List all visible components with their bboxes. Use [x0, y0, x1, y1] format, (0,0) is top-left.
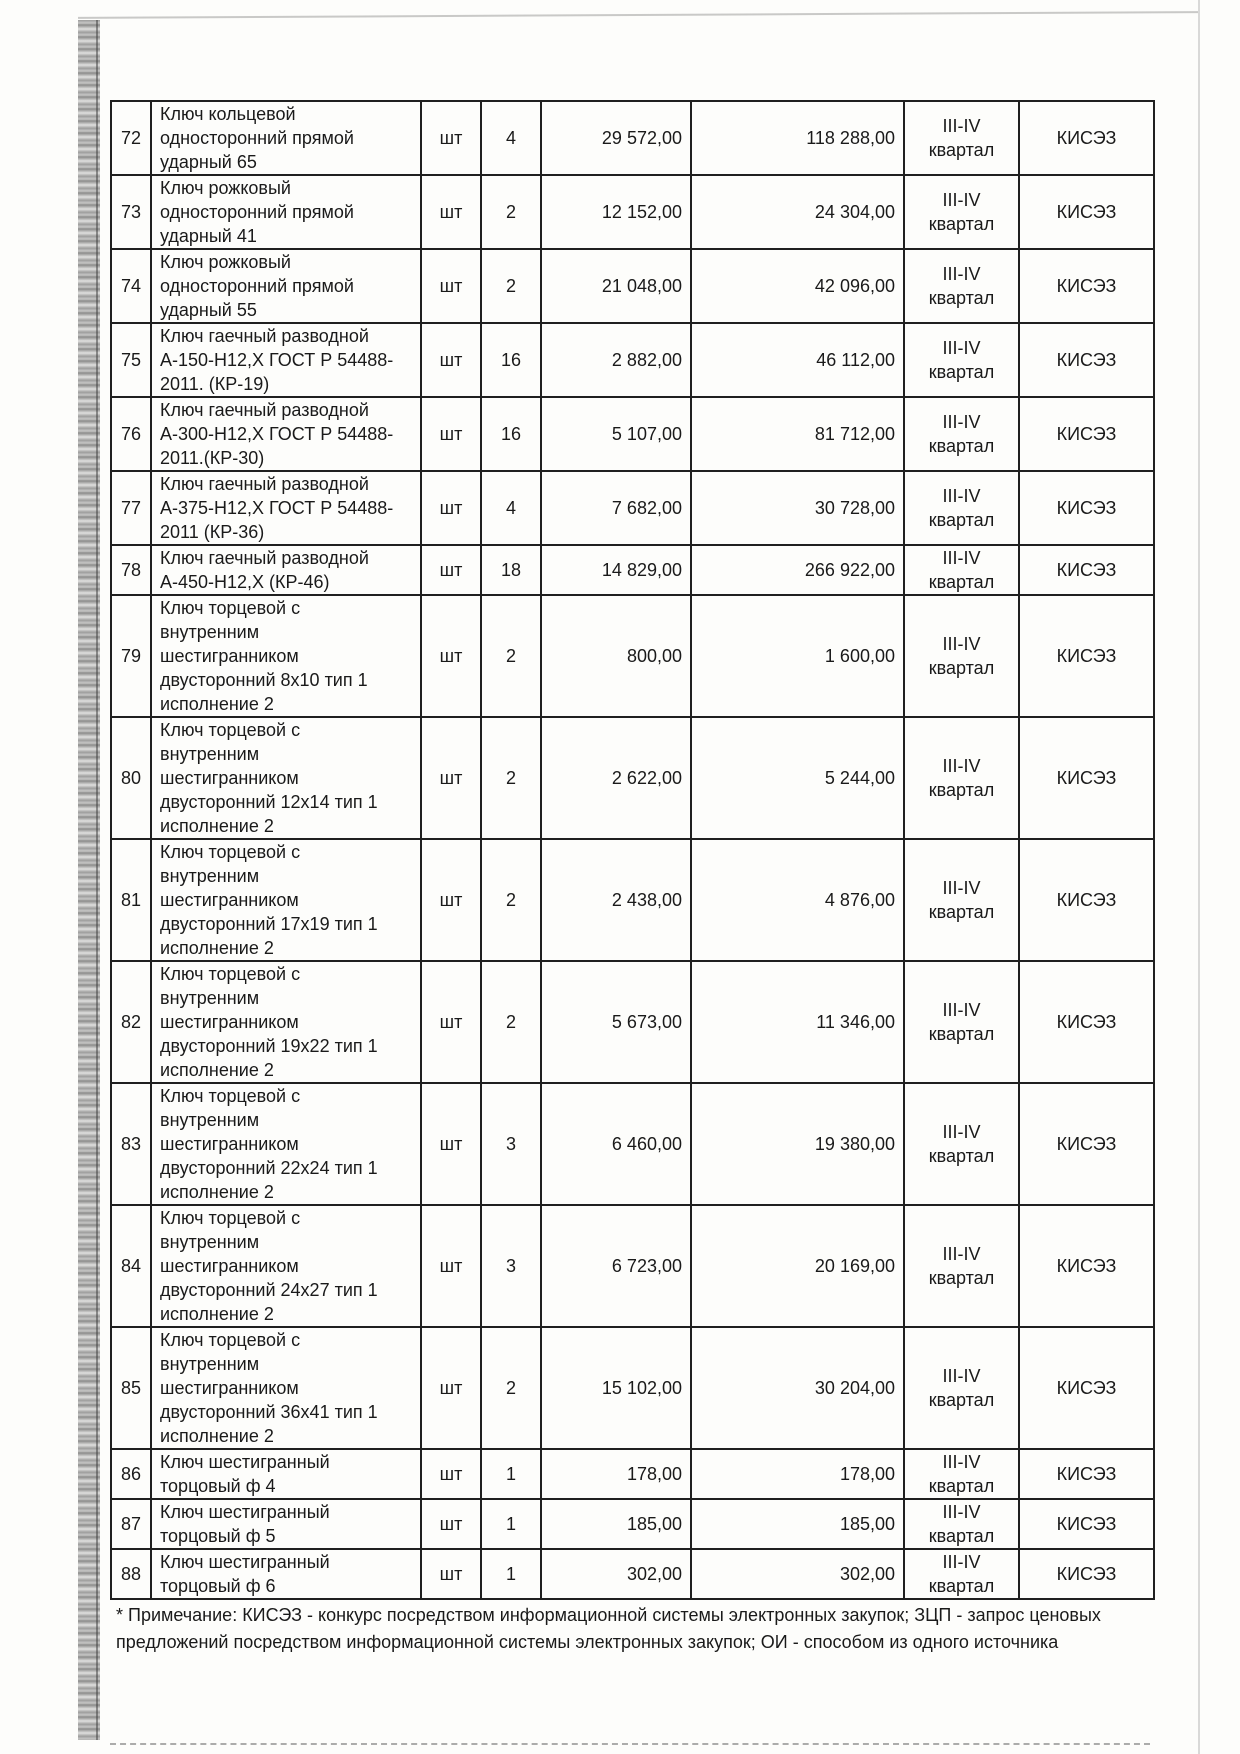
- total-amount: 185,00: [691, 1499, 904, 1549]
- quantity: 16: [481, 323, 541, 397]
- item-name: Ключ шестигранный торцовый ф 4: [151, 1449, 421, 1499]
- unit-price: 6 460,00: [541, 1083, 691, 1205]
- item-name: Ключ гаечный разводной А-300-Н12,Х ГОСТ Р 54488- 2011.(КР-30): [151, 397, 421, 471]
- unit: шт: [421, 545, 481, 595]
- table-row: [111, 717, 1154, 839]
- procurement-method: КИСЭЗ: [1019, 839, 1154, 961]
- item-name: Ключ шестигранный торцовый ф 6: [151, 1549, 421, 1599]
- item-name: Ключ кольцевой односторонний прямой ударный 65: [151, 101, 421, 175]
- unit: шт: [421, 323, 481, 397]
- item-name: Ключ торцевой с внутренним шестигранником двусторонний 12х14 тип 1 исполнение 2: [151, 717, 421, 839]
- table-row: [111, 545, 1154, 595]
- row-number: 78: [111, 545, 151, 595]
- procurement-method: КИСЭЗ: [1019, 1549, 1154, 1599]
- scan-top-edge: [78, 11, 1198, 19]
- delivery-period: III-IV квартал: [904, 397, 1019, 471]
- unit: шт: [421, 249, 481, 323]
- item-name: Ключ торцевой с внутренним шестигранником двусторонний 8х10 тип 1 исполнение 2: [151, 595, 421, 717]
- procurement-method: КИСЭЗ: [1019, 595, 1154, 717]
- table-row: [111, 1499, 1154, 1549]
- unit: шт: [421, 961, 481, 1083]
- unit-price: 302,00: [541, 1549, 691, 1599]
- delivery-period: III-IV квартал: [904, 323, 1019, 397]
- table-row: [111, 961, 1154, 1083]
- quantity: 2: [481, 249, 541, 323]
- delivery-period: III-IV квартал: [904, 595, 1019, 717]
- unit-price: 12 152,00: [541, 175, 691, 249]
- total-amount: 19 380,00: [691, 1083, 904, 1205]
- row-number: 83: [111, 1083, 151, 1205]
- unit: шт: [421, 175, 481, 249]
- delivery-period: III-IV квартал: [904, 1327, 1019, 1449]
- row-number: 81: [111, 839, 151, 961]
- scan-right-edge: [1198, 0, 1200, 1754]
- unit-price: 178,00: [541, 1449, 691, 1499]
- row-number: 88: [111, 1549, 151, 1599]
- delivery-period: III-IV квартал: [904, 471, 1019, 545]
- item-name: Ключ гаечный разводной А-150-Н12,Х ГОСТ Р 54488- 2011. (КР-19): [151, 323, 421, 397]
- quantity: 4: [481, 101, 541, 175]
- footnote: * Примечание: КИСЭЗ - конкурс посредством информационной системы электронных закупок; ЗЦП - запрос ценовых предложений посредством информационной системы электронных закупок; ОИ - способом из одного источника: [116, 1605, 1101, 1652]
- row-number: 74: [111, 249, 151, 323]
- unit-price: 21 048,00: [541, 249, 691, 323]
- item-name: Ключ торцевой с внутренним шестигранником двусторонний 22х24 тип 1 исполнение 2: [151, 1083, 421, 1205]
- table-row: [111, 471, 1154, 545]
- table-row: [111, 323, 1154, 397]
- delivery-period: III-IV квартал: [904, 1205, 1019, 1327]
- procurement-method: КИСЭЗ: [1019, 471, 1154, 545]
- row-number: 73: [111, 175, 151, 249]
- quantity: 2: [481, 175, 541, 249]
- quantity: 3: [481, 1083, 541, 1205]
- unit: шт: [421, 471, 481, 545]
- table-row: [111, 1327, 1154, 1449]
- procurement-method: КИСЭЗ: [1019, 175, 1154, 249]
- procurement-table: [110, 100, 1155, 1600]
- quantity: 1: [481, 1449, 541, 1499]
- delivery-period: III-IV квартал: [904, 961, 1019, 1083]
- row-number: 75: [111, 323, 151, 397]
- unit-price: 29 572,00: [541, 101, 691, 175]
- total-amount: 4 876,00: [691, 839, 904, 961]
- unit-price: 7 682,00: [541, 471, 691, 545]
- total-amount: 30 204,00: [691, 1327, 904, 1449]
- item-name: Ключ торцевой с внутренним шестигранником двусторонний 24х27 тип 1 исполнение 2: [151, 1205, 421, 1327]
- row-number: 85: [111, 1327, 151, 1449]
- row-number: 79: [111, 595, 151, 717]
- total-amount: 81 712,00: [691, 397, 904, 471]
- procurement-method: КИСЭЗ: [1019, 1083, 1154, 1205]
- quantity: 4: [481, 471, 541, 545]
- procurement-method: КИСЭЗ: [1019, 101, 1154, 175]
- unit-price: 14 829,00: [541, 545, 691, 595]
- table-row: [111, 1449, 1154, 1499]
- item-name: Ключ шестигранный торцовый ф 5: [151, 1499, 421, 1549]
- procurement-method: КИСЭЗ: [1019, 717, 1154, 839]
- procurement-method: КИСЭЗ: [1019, 1499, 1154, 1549]
- table-row: [111, 249, 1154, 323]
- quantity: 2: [481, 717, 541, 839]
- total-amount: 24 304,00: [691, 175, 904, 249]
- delivery-period: III-IV квартал: [904, 1499, 1019, 1549]
- total-amount: 30 728,00: [691, 471, 904, 545]
- delivery-period: III-IV квартал: [904, 1083, 1019, 1205]
- unit: шт: [421, 1083, 481, 1205]
- delivery-period: III-IV квартал: [904, 545, 1019, 595]
- item-name: Ключ гаечный разводной А-375-Н12,Х ГОСТ Р 54488- 2011 (КР-36): [151, 471, 421, 545]
- page-bottom-rule: [110, 1743, 1150, 1745]
- procurement-method: КИСЭЗ: [1019, 545, 1154, 595]
- total-amount: 5 244,00: [691, 717, 904, 839]
- unit: шт: [421, 839, 481, 961]
- row-number: 87: [111, 1499, 151, 1549]
- delivery-period: III-IV квартал: [904, 717, 1019, 839]
- item-name: Ключ торцевой с внутренним шестигранником двусторонний 19х22 тип 1 исполнение 2: [151, 961, 421, 1083]
- unit-price: 185,00: [541, 1499, 691, 1549]
- row-number: 77: [111, 471, 151, 545]
- quantity: 2: [481, 595, 541, 717]
- table-row: [111, 175, 1154, 249]
- table-row: [111, 101, 1154, 175]
- unit: шт: [421, 1449, 481, 1499]
- item-name: Ключ торцевой с внутренним шестигранником двусторонний 36х41 тип 1 исполнение 2: [151, 1327, 421, 1449]
- delivery-period: III-IV квартал: [904, 1449, 1019, 1499]
- table-row: [111, 1205, 1154, 1327]
- procurement-method: КИСЭЗ: [1019, 1327, 1154, 1449]
- row-number: 80: [111, 717, 151, 839]
- quantity: 3: [481, 1205, 541, 1327]
- procurement-method: КИСЭЗ: [1019, 249, 1154, 323]
- unit-price: 5 673,00: [541, 961, 691, 1083]
- delivery-period: III-IV квартал: [904, 101, 1019, 175]
- unit-price: 800,00: [541, 595, 691, 717]
- table-row: [111, 1549, 1154, 1599]
- table-body: [111, 101, 1154, 1599]
- total-amount: 20 169,00: [691, 1205, 904, 1327]
- total-amount: 118 288,00: [691, 101, 904, 175]
- procurement-method: КИСЭЗ: [1019, 1205, 1154, 1327]
- total-amount: 266 922,00: [691, 545, 904, 595]
- item-name: Ключ рожковый односторонний прямой ударный 55: [151, 249, 421, 323]
- row-number: 76: [111, 397, 151, 471]
- unit: шт: [421, 595, 481, 717]
- quantity: 1: [481, 1549, 541, 1599]
- total-amount: 178,00: [691, 1449, 904, 1499]
- total-amount: 1 600,00: [691, 595, 904, 717]
- unit: шт: [421, 101, 481, 175]
- total-amount: 11 346,00: [691, 961, 904, 1083]
- row-number: 86: [111, 1449, 151, 1499]
- delivery-period: III-IV квартал: [904, 1549, 1019, 1599]
- item-name: Ключ торцевой с внутренним шестигранником двусторонний 17х19 тип 1 исполнение 2: [151, 839, 421, 961]
- procurement-method: КИСЭЗ: [1019, 397, 1154, 471]
- table-row: [111, 1083, 1154, 1205]
- delivery-period: III-IV квартал: [904, 249, 1019, 323]
- row-number: 82: [111, 961, 151, 1083]
- unit-price: 6 723,00: [541, 1205, 691, 1327]
- unit: шт: [421, 397, 481, 471]
- quantity: 2: [481, 961, 541, 1083]
- item-name: Ключ гаечный разводной А-450-Н12,Х (КР-46): [151, 545, 421, 595]
- quantity: 2: [481, 1327, 541, 1449]
- quantity: 2: [481, 839, 541, 961]
- unit: шт: [421, 1327, 481, 1449]
- procurement-method: КИСЭЗ: [1019, 1449, 1154, 1499]
- quantity: 18: [481, 545, 541, 595]
- procurement-method: КИСЭЗ: [1019, 961, 1154, 1083]
- unit-price: 5 107,00: [541, 397, 691, 471]
- row-number: 84: [111, 1205, 151, 1327]
- item-name: Ключ рожковый односторонний прямой ударный 41: [151, 175, 421, 249]
- table-row: [111, 839, 1154, 961]
- scan-edge-line: [96, 20, 98, 1740]
- unit-price: 15 102,00: [541, 1327, 691, 1449]
- unit: шт: [421, 1205, 481, 1327]
- table-row: [111, 595, 1154, 717]
- table-row: [111, 397, 1154, 471]
- unit: шт: [421, 1549, 481, 1599]
- unit: шт: [421, 717, 481, 839]
- unit: шт: [421, 1499, 481, 1549]
- total-amount: 46 112,00: [691, 323, 904, 397]
- total-amount: 42 096,00: [691, 249, 904, 323]
- unit-price: 2 438,00: [541, 839, 691, 961]
- unit-price: 2 882,00: [541, 323, 691, 397]
- delivery-period: III-IV квартал: [904, 175, 1019, 249]
- quantity: 16: [481, 397, 541, 471]
- row-number: 72: [111, 101, 151, 175]
- quantity: 1: [481, 1499, 541, 1549]
- total-amount: 302,00: [691, 1549, 904, 1599]
- delivery-period: III-IV квартал: [904, 839, 1019, 961]
- unit-price: 2 622,00: [541, 717, 691, 839]
- procurement-method: КИСЭЗ: [1019, 323, 1154, 397]
